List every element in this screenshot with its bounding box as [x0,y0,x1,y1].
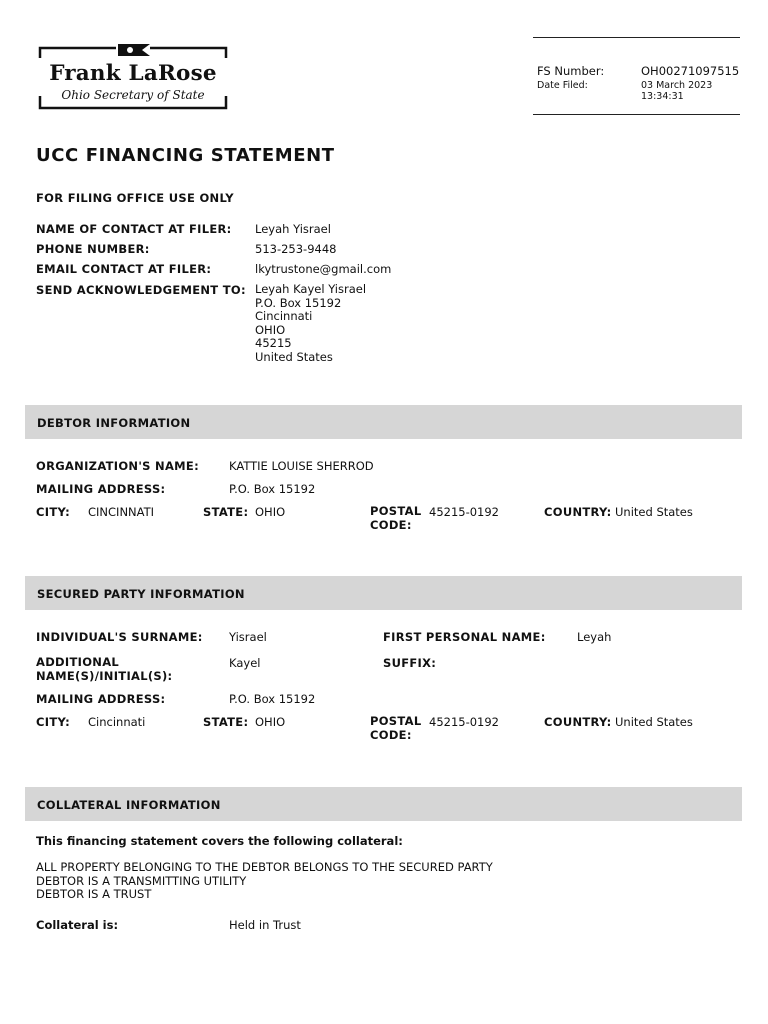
phone-value: 513-253-9448 [255,242,337,256]
contact-name-label: NAME OF CONTACT AT FILER: [36,222,232,236]
debtor-city-label: CITY: [36,505,70,519]
debtor-section-header [25,405,742,439]
header-rule-bottom [533,114,740,115]
send-ack-line: United States [255,349,333,364]
header-rule-top [533,37,740,38]
additional-names-value: Kayel [229,656,261,670]
secured-country-label: COUNTRY: [544,715,612,729]
suffix-label: SUFFIX: [383,656,437,670]
logo-name: Frank LaRose [49,61,217,86]
send-ack-line: OHIO [255,322,286,337]
secured-mailing-label: MAILING ADDRESS: [36,692,166,706]
postal-label-line: POSTAL [370,504,422,518]
debtor-section-title: DEBTOR INFORMATION [37,416,191,430]
collateral-line: ALL PROPERTY BELONGING TO THE DEBTOR BELONGS TO THE SECURED PARTY [36,860,493,874]
fs-number-label: FS Number: [537,64,605,78]
additional-label-line: NAME(S)/INITIAL(S): [36,668,173,683]
additional-names-label [36,656,172,683]
send-ack-line: P.O. Box 15192 [255,295,342,310]
secured-city-label: CITY: [36,715,70,729]
debtor-country-value: United States [615,505,693,519]
debtor-mailing-value: P.O. Box 15192 [229,482,316,496]
collateral-is-value: Held in Trust [229,918,301,932]
collateral-description [36,861,493,902]
email-label: EMAIL CONTACT AT FILER: [36,262,212,276]
secured-country-value: United States [615,715,693,729]
collateral-section-title: COLLATERAL INFORMATION [37,798,221,812]
postal-label-line: CODE: [370,727,412,742]
org-name-label: ORGANIZATION'S NAME: [36,459,199,473]
send-ack-line: Cincinnati [255,309,313,323]
time-filed-value: 13:34:31 [641,91,684,102]
email-value: lkytrustone@gmail.com [255,262,392,276]
debtor-country-label: COUNTRY: [544,505,612,519]
send-ack-line: Leyah Kayel Yisrael [255,282,367,296]
debtor-postal-value: 45215-0192 [429,505,499,519]
postal-label-line: CODE: [370,517,412,532]
date-filed-value: 03 March 2023 [641,80,713,91]
first-name-value: Leyah [577,630,612,644]
secured-party-section-title: SECURED PARTY INFORMATION [37,587,245,601]
send-ack-label: SEND ACKNOWLEDGEMENT TO: [36,283,246,297]
date-filed-label: Date Filed: [537,80,588,91]
debtor-mailing-label: MAILING ADDRESS: [36,482,166,496]
collateral-is-label: Collateral is: [36,918,119,932]
send-ack-address [255,283,366,364]
first-name-label: FIRST PERSONAL NAME: [383,630,546,644]
fs-number-value: OH00271097515 [641,64,740,78]
collateral-intro: This financing statement covers the following collateral: [36,834,403,848]
surname-value: Yisrael [229,630,267,644]
collateral-line: DEBTOR IS A TRUST [36,887,152,901]
logo-subtitle: Ohio Secretary of State [61,88,205,102]
ohio-sos-logo [38,44,228,110]
secured-party-section-header [25,576,742,610]
debtor-postal-label [370,505,421,532]
secured-postal-value: 45215-0192 [429,715,499,729]
debtor-city-value: CINCINNATI [88,505,155,519]
additional-label-line: ADDITIONAL [36,655,120,669]
secured-state-value: OHIO [255,715,286,729]
debtor-state-value: OHIO [255,505,286,519]
secured-postal-label [370,715,421,742]
debtor-state-label: STATE: [203,505,249,519]
filing-office-heading: FOR FILING OFFICE USE ONLY [36,191,234,205]
postal-label-line: POSTAL [370,714,422,728]
page-title: UCC FINANCING STATEMENT [36,145,335,166]
secured-mailing-value: P.O. Box 15192 [229,692,316,706]
secured-city-value: Cincinnati [88,715,146,729]
contact-name-value: Leyah Yisrael [255,222,331,236]
collateral-line: DEBTOR IS A TRANSMITTING UTILITY [36,873,247,888]
collateral-section-header [25,787,742,821]
org-name-value: KATTIE LOUISE SHERROD [229,459,374,473]
send-ack-line: 45215 [255,336,292,350]
surname-label: INDIVIDUAL'S SURNAME: [36,630,203,644]
phone-label: PHONE NUMBER: [36,242,150,256]
secured-state-label: STATE: [203,715,249,729]
